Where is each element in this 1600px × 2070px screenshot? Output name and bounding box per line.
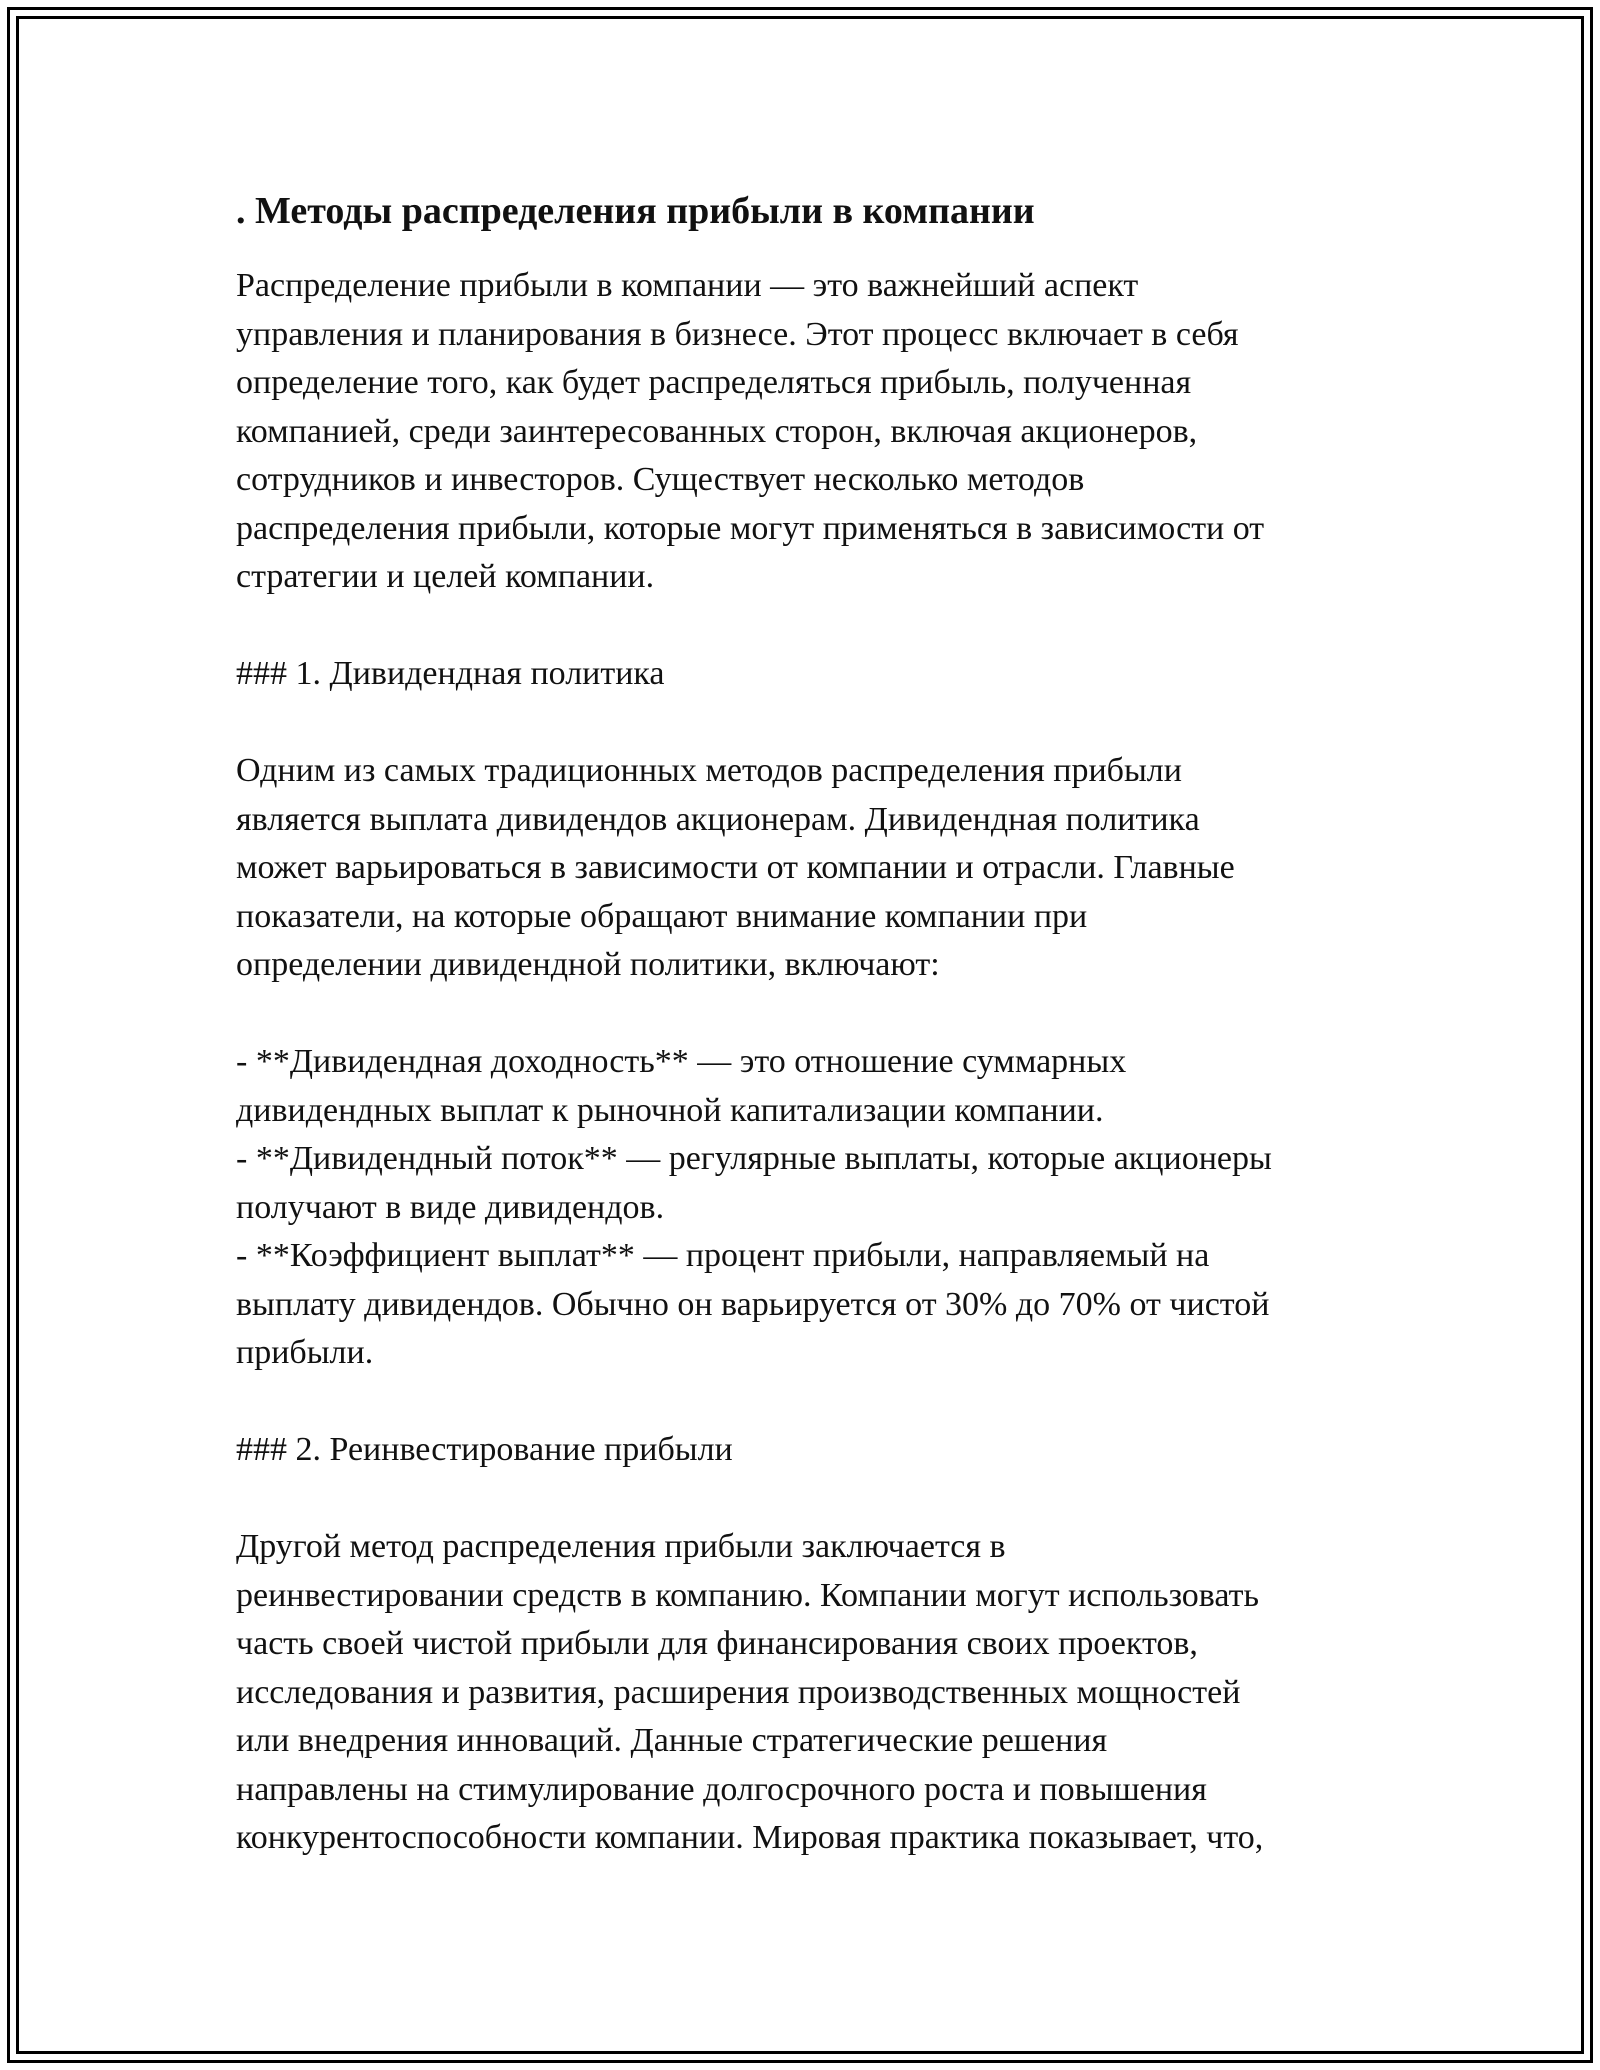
intro-line: определение того, как будет распределяться прибыль, полученная <box>236 364 1192 401</box>
intro-line: распределения прибыли, которые могут применяться в зависимости от <box>236 509 1265 547</box>
intro-line: управления и планирования в бизнесе. Этот процесс включает в себя <box>236 315 1239 353</box>
section-2-line: реинвестировании средств в компанию. Компании могут использовать <box>236 1576 1259 1614</box>
blank-line <box>236 990 1376 1039</box>
bullet-line: - **Дивидендный поток** — регулярные выплаты, которые акционеры <box>236 1140 1272 1177</box>
section-2-line: или внедрения инноваций. Данные стратегические решения <box>236 1722 1108 1759</box>
intro-line: стратегии и целей компании. <box>236 558 655 595</box>
bullet-line: - **Коэффициент выплат** — процент прибыли, направляемый на <box>236 1237 1210 1274</box>
blank-line <box>236 699 1376 748</box>
section-1-line: является выплата дивидендов акционерам. Дивидендная политика <box>236 800 1200 838</box>
bullet-list <box>236 1038 1376 1378</box>
section-2-line: конкурентоспособности компании. Мировая практика показывает, что, <box>236 1819 1264 1856</box>
blank-line <box>236 1378 1376 1427</box>
intro-line: компанией, среди заинтересованных сторон, включая акционеров, <box>236 412 1198 450</box>
bullet-line: получают в виде дивидендов. <box>236 1188 665 1226</box>
section-1-line: определении дивидендной политики, включают: <box>236 946 940 983</box>
section-1-line: может варьироваться в зависимости от компании и отрасли. Главные <box>236 849 1235 886</box>
blank-line <box>236 1475 1376 1524</box>
section-2-line: Другой метод распределения прибыли заключается в <box>236 1528 1006 1565</box>
bullet-line: выплату дивидендов. Обычно он варьируется от 30% до 70% от чистой <box>236 1285 1270 1323</box>
document-body <box>236 186 1376 1863</box>
section-2-heading: ### 2. Реинвестирование прибыли <box>236 1431 733 1468</box>
document-title: . Методы распределения прибыли в компании <box>236 190 1035 232</box>
section-1-heading: ### 1. Дивидендная политика <box>236 655 665 692</box>
section-2-line: часть своей чистой прибыли для финансирования своих проектов, <box>236 1625 1198 1662</box>
bullet-line: - **Дивидендная доходность** — это отношение суммарных <box>236 1043 1127 1080</box>
section-2-line: направлены на стимулирование долгосрочного роста и повышения <box>236 1770 1207 1808</box>
section-2-paragraph <box>236 1523 1376 1863</box>
bullet-line: прибыли. <box>236 1334 374 1371</box>
intro-line: Распределение прибыли в компании — это важнейший аспект <box>236 267 1139 304</box>
section-1-paragraph <box>236 747 1376 990</box>
intro-paragraph <box>236 262 1376 602</box>
bullet-line: дивидендных выплат к рыночной капитализации компании. <box>236 1091 1104 1129</box>
blank-line <box>236 602 1376 651</box>
intro-line: сотрудников и инвесторов. Существует несколько методов <box>236 461 1085 498</box>
section-2-line: исследования и развития, расширения производственных мощностей <box>236 1673 1241 1711</box>
section-1-line: показатели, на которые обращают внимание компании при <box>236 897 1088 935</box>
section-1-line: Одним из самых традиционных методов распределения прибыли <box>236 752 1182 789</box>
